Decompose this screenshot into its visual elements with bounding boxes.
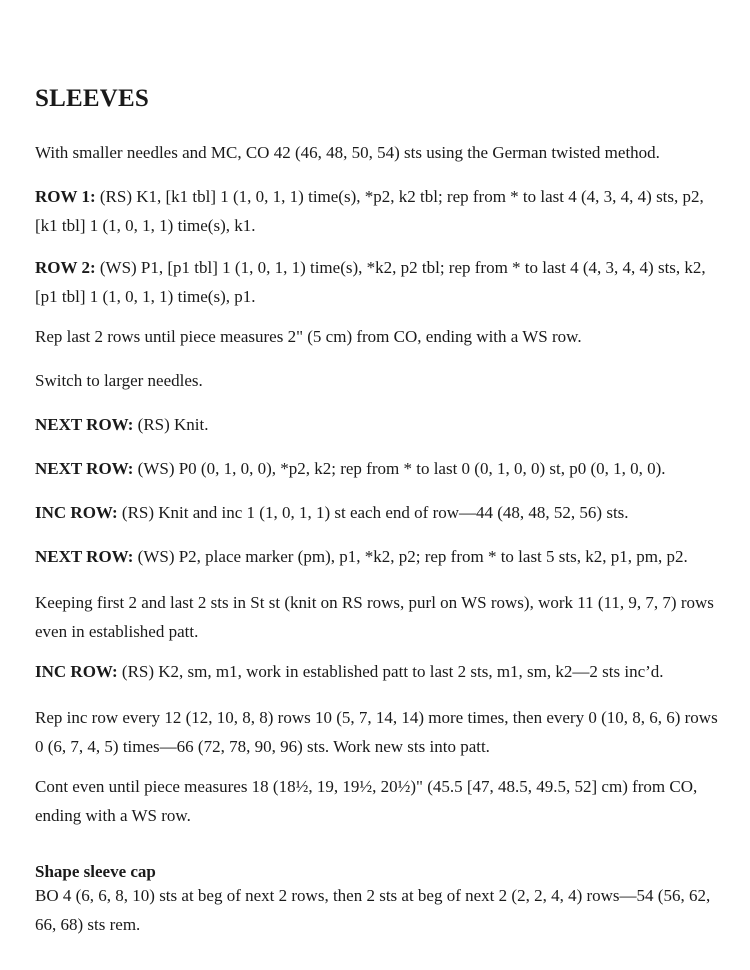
- paragraph-text: Switch to larger needles.: [35, 371, 203, 390]
- subheading-shape-sleeve-cap: Shape sleeve cap: [35, 862, 156, 881]
- paragraph-text: Rep inc row every 12 (12, 10, 8, 8) rows 10 (5, 7, 14, 14) more times, then every 0 (10, 8, 6, 6) rows 0 (6, 7, 4, 5) times—66 (72, 78, 90, 96) sts. Work new sts into patt.: [35, 708, 718, 756]
- paragraph-text: (RS) Knit and inc 1 (1, 0, 1, 1) st each end of row—44 (48, 48, 52, 56) sts.: [117, 503, 629, 522]
- paragraph-cast-on: [35, 138, 725, 167]
- paragraph-label: NEXT ROW:: [35, 415, 134, 434]
- paragraph-text: (RS) K2, sm, m1, work in established patt to last 2 sts, m1, sm, k2—2 sts inc’d.: [117, 662, 664, 681]
- paragraph-text: (RS) K1, [k1 tbl] 1 (1, 0, 1, 1) time(s), *p2, k2 tbl; rep from * to last 4 (4, 3, 4, 4) sts, p2, [k1 tbl] 1 (1, 0, 1, 1) time(s), k1.: [35, 187, 704, 235]
- paragraph-row-2: [35, 253, 725, 311]
- paragraph-label: NEXT ROW:: [35, 459, 134, 478]
- paragraph-text: (WS) P0 (0, 1, 0, 0), *p2, k2; rep from * to last 0 (0, 1, 0, 0) st, p0 (0, 1, 0, 0).: [133, 459, 666, 478]
- paragraph-next-row-ws: [35, 454, 725, 483]
- paragraph-row-1: [35, 182, 725, 240]
- paragraph-cont-even: [35, 772, 725, 830]
- paragraph-inc-row-2: [35, 657, 725, 686]
- paragraph-text: Rep last 2 rows until piece measures 2" (5 cm) from CO, ending with a WS row.: [35, 327, 582, 346]
- paragraph-rep-inc-row: [35, 703, 725, 761]
- paragraph-rep-rows: [35, 322, 725, 351]
- paragraph-bind-off: BO 4 (6, 6, 8, 10) sts at beg of next 2 rows, then 2 sts at beg of next 2 (2, 2, 4, 4) rows—54 (56, 62, 66, 68) sts rem.: [35, 886, 711, 934]
- paragraph-label: ROW 2:: [35, 258, 96, 277]
- paragraph-inc-row-1: [35, 498, 725, 527]
- paragraph-switch-needles: [35, 366, 725, 395]
- paragraph-label: ROW 1:: [35, 187, 96, 206]
- paragraph-text: (WS) P2, place marker (pm), p1, *k2, p2; rep from * to last 5 sts, k2, p1, pm, p2.: [133, 547, 688, 566]
- paragraph-keeping-st-st: [35, 588, 725, 646]
- paragraph-label: NEXT ROW:: [35, 547, 134, 566]
- paragraph-text: (RS) Knit.: [133, 415, 209, 434]
- paragraph-next-row-marker: [35, 542, 725, 571]
- section-title: SLEEVES: [35, 85, 149, 112]
- paragraph-next-row-knit: [35, 410, 725, 439]
- paragraph-label: INC ROW:: [35, 503, 118, 522]
- paragraph-label: INC ROW:: [35, 662, 118, 681]
- paragraph-text: With smaller needles and MC, CO 42 (46, 48, 50, 54) sts using the German twisted method.: [35, 143, 660, 162]
- paragraph-text: (WS) P1, [p1 tbl] 1 (1, 0, 1, 1) time(s), *k2, p2 tbl; rep from * to last 4 (4, 3, 4, 4) sts, k2, [p1 tbl] 1 (1, 0, 1, 1) time(s), p1.: [35, 258, 706, 306]
- paragraph-text: Keeping first 2 and last 2 sts in St st (knit on RS rows, purl on WS rows), work 11 (11, 9, 7, 7) rows even in established patt.: [35, 593, 714, 641]
- paragraph-text: Cont even until piece measures 18 (18½, 19, 19½, 20½)" (45.5 [47, 48.5, 49.5, 52] cm) from CO, ending with a WS row.: [35, 777, 698, 825]
